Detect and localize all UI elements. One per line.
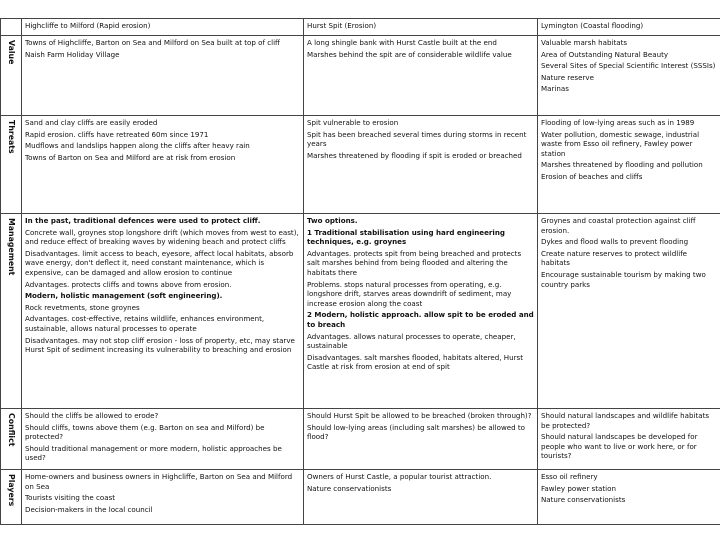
cell-threats-lymington — [538, 116, 720, 214]
row-label-conflict: Conflict — [1, 409, 22, 470]
cell-conflict-highcliffe — [22, 409, 304, 470]
cell-line: Marinas — [541, 84, 569, 94]
cell-line: Nature reserve — [541, 72, 594, 82]
cell-line: Should the cliffs be allowed to erode? — [25, 411, 159, 420]
cell-line-heading: Modern, holistic management (soft engineering). — [25, 291, 223, 301]
cell-value-lymington — [538, 36, 720, 116]
cell-line: Marshes behind the spit are of considerable wildlife value — [307, 49, 512, 59]
cell-value-hurst-spit — [304, 36, 538, 116]
cell-conflict-hurst-spit — [304, 409, 538, 470]
cell-threats-highcliffe — [22, 116, 304, 214]
cell-line: Should natural landscapes be developed for people who want to live or work here, or for tourists? — [541, 432, 698, 461]
header-row — [1, 19, 720, 36]
cell-line: Several Sites of Special Scientific Interest (SSSIs) — [541, 61, 716, 71]
row-management — [1, 214, 720, 409]
cell-line: Esso oil refinery — [541, 472, 598, 481]
row-label-players: Players — [1, 470, 22, 525]
cell-line: Advantages. protects spit from being breached and protects salt marshes behind from being flooded and altering the habitats there — [307, 248, 522, 277]
cell-management-highcliffe — [22, 214, 304, 409]
cell-line: Mudflows and landslips happen along the cliffs after heavy rain — [25, 141, 250, 151]
cell-management-hurst-spit — [304, 214, 538, 409]
cell-players-hurst-spit — [304, 470, 538, 525]
cell-line: Create nature reserves to protect wildlife habitats — [541, 248, 688, 268]
cell-line: Problems. stops natural processes from operating, e.g. longshore drift, starves areas downdrift of sediment, may increase erosion along the coast — [307, 279, 512, 308]
cell-line: Rapid erosion. cliffs have retreated 60m since 1971 — [25, 129, 209, 139]
cell-line: Erosion of beaches and cliffs — [541, 171, 643, 181]
cell-line: Advantages. allows natural processes to operate, cheaper, sustainable — [307, 331, 516, 351]
cell-line: Fawley power station — [541, 483, 616, 493]
header-lymington: Lymington (Coastal flooding) — [538, 19, 720, 36]
header-hurst-spit: Hurst Spit (Erosion) — [304, 19, 538, 36]
cell-line: Area of Outstanding Natural Beauty — [541, 49, 669, 59]
coastal-management-table — [0, 18, 720, 525]
cell-management-lymington — [538, 214, 720, 409]
row-label-threats: Threats — [1, 116, 22, 214]
cell-line-heading: 1 Traditional stabilisation using hard engineering techniques, e.g. groynes — [307, 227, 505, 247]
cell-line: A long shingle bank with Hurst Castle built at the end — [307, 38, 497, 47]
row-label-management: Management — [1, 214, 22, 409]
cell-line: Disadvantages. salt marshes flooded, habitats altered, Hurst Castle at risk from erosion at end of spit — [307, 352, 523, 372]
cell-line: Valuable marsh habitats — [541, 38, 628, 47]
cell-line: Dykes and flood walls to prevent flooding — [541, 237, 689, 247]
row-threats — [1, 116, 720, 214]
cell-value-highcliffe — [22, 36, 304, 116]
cell-line: Advantages. cost-effective, retains wildlife, enhances environment, sustainable, allows natural processes to operate — [25, 314, 265, 333]
cell-line-heading: In the past, traditional defences were used to protect cliff. — [25, 216, 261, 225]
cell-players-highcliffe — [22, 470, 304, 525]
cell-line: Should natural landscapes and wildlife habitats be protected? — [541, 411, 710, 430]
cell-line: Concrete wall, groynes stop longshore drift (which moves from west to east), and reduce effect of breaking waves by widening beach and protect cliffs — [25, 227, 299, 247]
cell-line: Should cliffs, towns above them (e.g. Barton on sea and Milford) be protected? — [25, 422, 265, 442]
cell-line: Decision-makers in the local council — [25, 504, 153, 514]
cell-players-lymington — [538, 470, 720, 525]
cell-line: Naish Farm Holiday Village — [25, 49, 120, 59]
header-highcliffe: Highcliffe to Milford (Rapid erosion) — [22, 19, 304, 36]
cell-line: Towns of Highcliffe, Barton on Sea and Milford on Sea built at top of cliff — [25, 38, 280, 47]
cell-line: Spit vulnerable to erosion — [307, 118, 399, 127]
cell-line: Should low-lying areas (including salt marshes) be allowed to flood? — [307, 422, 526, 442]
cell-line: Nature conservationists — [307, 483, 392, 493]
cell-line: Nature conservationists — [541, 495, 626, 505]
cell-line: Tourists visiting the coast — [25, 493, 116, 503]
cell-line: Groynes and coastal protection against cliff erosion. — [541, 216, 696, 235]
cell-line: Spit has been breached several times during storms in recent years — [307, 129, 527, 149]
cell-line-heading: 2 Modern, holistic approach. allow spit to be eroded and to breach — [307, 310, 534, 329]
cell-line-heading: Two options. — [307, 216, 358, 225]
row-label-value: Value — [1, 36, 22, 116]
cell-line: Disadvantages. limit access to beach, eyesore, affect local habitats, absorb wave energy, don't deflect it, need constant maintenance, which is expensive, can be damaged and allow erosion to continue — [25, 248, 294, 277]
cell-line: Marshes threatened by flooding and pollution — [541, 160, 703, 170]
row-value — [1, 36, 720, 116]
cell-line: Marshes threatened by flooding if spit is eroded or breached — [307, 150, 522, 160]
cell-line: Towns of Barton on Sea and Milford are at risk from erosion — [25, 152, 236, 162]
cell-threats-hurst-spit — [304, 116, 538, 214]
cell-line: Advantages. protects cliffs and towns above from erosion. — [25, 279, 232, 289]
cell-line: Encourage sustainable tourism by making two country parks — [541, 269, 706, 289]
cell-line: Rock revetments, stone groynes — [25, 302, 140, 312]
cell-line: Flooding of low-lying areas such as in 1989 — [541, 118, 695, 127]
row-conflict — [1, 409, 720, 470]
corner-cell — [1, 19, 22, 36]
cell-line: Owners of Hurst Castle, a popular tourist attraction. — [307, 472, 492, 481]
cell-line: Should Hurst Spit be allowed to be breached (broken through)? — [307, 411, 532, 420]
cell-line: Sand and clay cliffs are easily eroded — [25, 118, 158, 127]
cell-line: Disadvantages. may not stop cliff erosion - loss of property, etc, may starve Hurst Spit of sediment increasing its vulnerability to breaching and erosion — [25, 335, 295, 355]
cell-line: Water pollution, domestic sewage, industrial waste from Esso oil refinery, Fawley power station — [541, 129, 700, 158]
cell-line: Home-owners and business owners in Highcliffe, Barton on Sea and Milford on Sea — [25, 472, 293, 491]
cell-line: Should traditional management or more modern, holistic approaches be used? — [25, 443, 282, 463]
row-players — [1, 470, 720, 525]
cell-conflict-lymington — [538, 409, 720, 470]
